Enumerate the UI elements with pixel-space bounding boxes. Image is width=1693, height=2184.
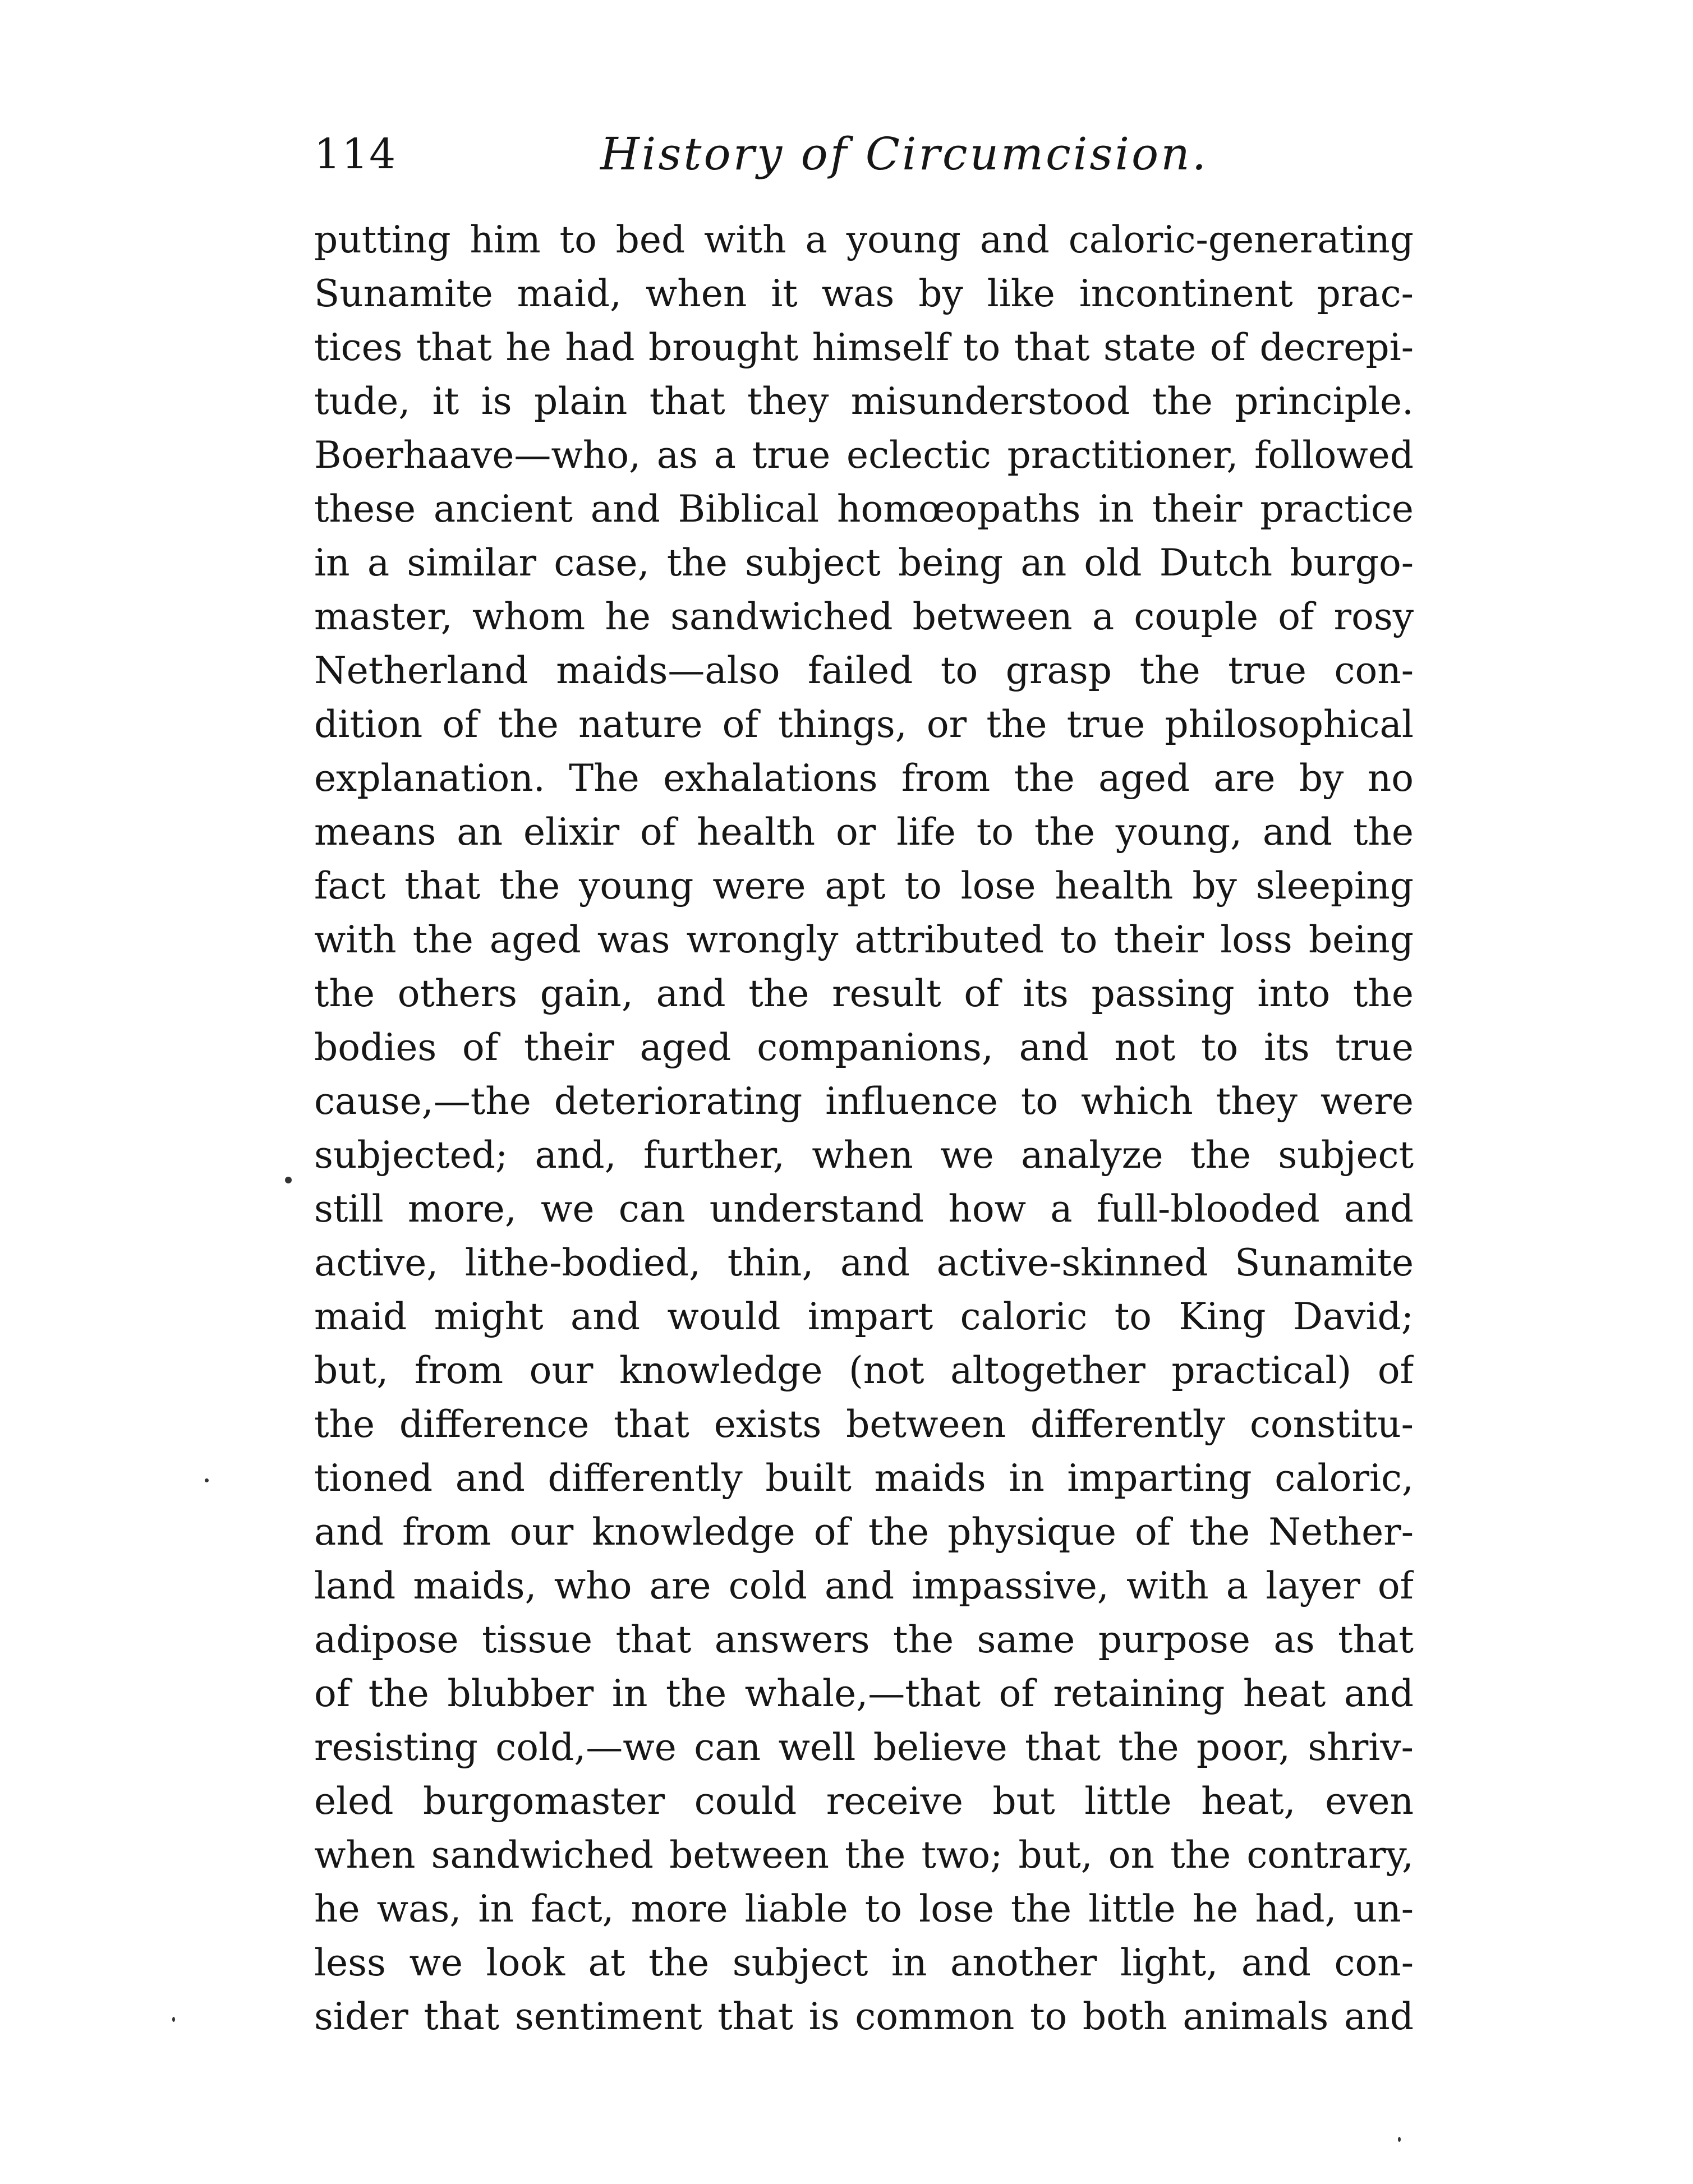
text-line: resisting cold,—we can well believe that the poor, shriv-	[314, 1726, 1414, 1769]
text-line: he was, in fact, more liable to lose the little he had, un-	[314, 1887, 1414, 1930]
page-number: 114	[314, 130, 397, 178]
page-header	[314, 121, 1425, 188]
text-line: the others gain, and the result of its passing into the	[314, 972, 1414, 1015]
text-line: when sandwiched between the two; but, on the contrary,	[314, 1833, 1414, 1877]
scan-speck	[285, 1177, 292, 1183]
text-line: active, lithe-bodied, thin, and active-skinned Sunamite	[314, 1241, 1414, 1284]
text-line: and from our knowledge of the physique of the Nether-	[314, 1510, 1414, 1554]
text-line: of the blubber in the whale,—that of retaining heat and	[314, 1672, 1414, 1715]
scan-speck	[172, 2017, 175, 2022]
text-line: tices that he had brought himself to that state of decrepi-	[314, 326, 1414, 369]
text-line: cause,—the deteriorating influence to which they were	[314, 1080, 1414, 1123]
text-line: Sunamite maid, when it was by like incontinent prac-	[314, 272, 1414, 315]
text-line: the difference that exists between differently constitu-	[314, 1403, 1414, 1446]
scan-speck	[205, 1478, 209, 1482]
text-line: less we look at the subject in another light, and con-	[314, 1941, 1414, 1984]
text-line: sider that sentiment that is common to both animals and	[314, 1995, 1414, 2038]
text-line: but, from our knowledge (not altogether practical) of	[314, 1349, 1414, 1392]
text-line: putting him to bed with a young and caloric-generating	[314, 218, 1414, 261]
text-line: dition of the nature of things, or the true philosophical	[314, 703, 1414, 746]
body-text	[314, 213, 1414, 2044]
text-line: maid might and would impart caloric to King David;	[314, 1295, 1414, 1338]
text-line: tude, it is plain that they misunderstood the principle.	[314, 380, 1414, 423]
text-line: subjected; and, further, when we analyze the subject	[314, 1134, 1414, 1177]
text-line: with the aged was wrongly attributed to their loss being	[314, 918, 1414, 961]
text-line: Netherland maids—also failed to grasp the true con-	[314, 649, 1414, 692]
text-line: these ancient and Biblical homœopaths in their practice	[314, 487, 1414, 531]
text-line: explanation. The exhalations from the aged are by no	[314, 757, 1414, 800]
text-line: master, whom he sandwiched between a couple of rosy	[314, 595, 1414, 638]
text-line: means an elixir of health or life to the young, and the	[314, 810, 1414, 854]
scan-speck	[1398, 2137, 1401, 2142]
text-line: bodies of their aged companions, and not to its true	[314, 1026, 1414, 1069]
text-line: tioned and differently built maids in imparting caloric,	[314, 1457, 1414, 1500]
text-line: eled burgomaster could receive but little heat, even	[314, 1780, 1414, 1823]
text-line: adipose tissue that answers the same purpose as that	[314, 1618, 1414, 1661]
text-line: fact that the young were apt to lose health by sleeping	[314, 864, 1414, 907]
text-line: in a similar case, the subject being an old Dutch burgo-	[314, 541, 1414, 584]
running-title: History of Circumcision.	[600, 128, 1209, 180]
text-line: land maids, who are cold and impassive, with a layer of	[314, 1564, 1414, 1607]
text-line: Boerhaave—who, as a true eclectic practitioner, followed	[314, 434, 1414, 477]
text-line: still more, we can understand how a full-blooded and	[314, 1187, 1414, 1231]
